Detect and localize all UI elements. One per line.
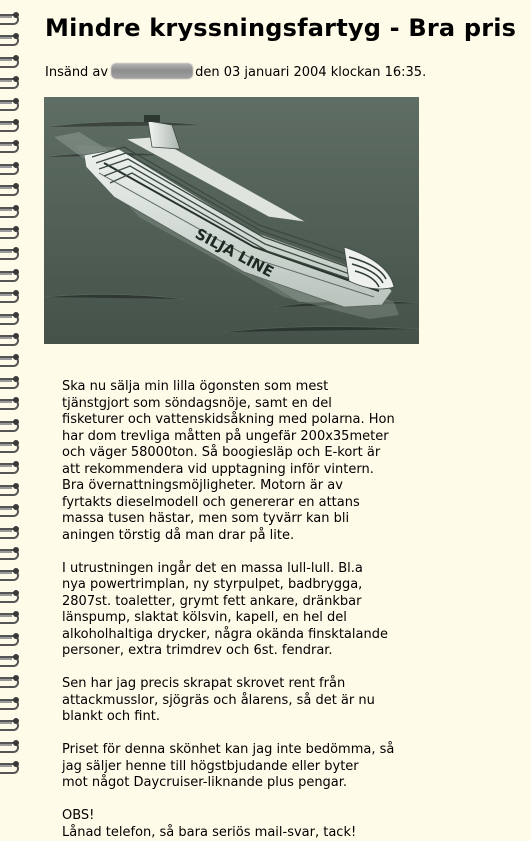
article-line: och väger 58000ton. Så boogiesläp och E-kort är [62,445,381,460]
redacted-author [111,63,193,79]
spiral-ring [0,418,22,430]
article-line: aningen törstig då man drar på lite. [62,527,295,543]
article-line: att rekommendera vid upptagning inför vintern. [62,461,374,477]
spiral-ring [0,332,22,344]
article-paragraph [62,379,402,544]
article-line: Sen har jag precis skrapat skrovet rent från [62,676,346,691]
article-line: jag säljer henne till högstbjudande eller byter [62,758,359,774]
spiral-ring [0,674,22,686]
article-line: alkoholhaltiga drycker, några okända finsktalande [62,626,388,642]
spiral-ring [0,375,22,387]
spiral-ring [0,289,22,301]
article-line: mot något Daycruiser-liknande plus pengar. [62,775,348,790]
spiral-ring [0,482,22,494]
spiral-ring [0,760,22,772]
article-line: länspump, slaktat kölsvin, kapell, en hel del [62,610,347,625]
spiral-ring [0,632,22,644]
article-line: Priset för denna skönhet kan jag inte bedömma, så [62,742,395,757]
article-paragraph [62,561,402,660]
spiral-ring [0,225,22,237]
page-title: Mindre kryssningsfartyg - Bra pris [45,14,517,42]
meta-prefix: Insänd av [45,65,109,80]
spiral-ring [0,653,22,665]
spiral-ring [0,246,22,258]
spiral-ring [0,161,22,173]
article-line: nya powertrimplan, ny styrpulpet, badbrygga, [62,577,363,592]
article-line: tjänstgjort som söndagsnöje, samt en del [62,395,332,411]
spiral-ring [0,696,22,708]
article-line: Bra övernattningsmöjligheter. Motorn är av [62,478,343,493]
post-meta [45,63,426,80]
spiral-ring [0,503,22,515]
spiral-ring [0,610,22,622]
spiral-ring [0,97,22,109]
article-line: I utrustningen ingår det en massa lull-lull. Bl.a [62,560,363,576]
article-line: massa tusen hästar, men som tyvärr kan bli [62,511,350,526]
article-line: blankt och fint. [62,709,160,724]
spiral-ring [0,311,22,323]
spiral-ring [0,546,22,558]
article-line: har dom trevliga måtten på ungefär 200x35meter [62,428,389,444]
spiral-binding [0,0,24,786]
article-line: personer, extra trimdrev och 6st. fendrar. [62,643,333,658]
spiral-ring [0,717,22,729]
article-paragraph [62,742,402,792]
ship-hull-lettering: SILJA LINE [192,224,277,282]
spiral-ring [0,567,22,579]
ship-photo [44,97,419,344]
article-line: Ska nu sälja min lilla ögonsten som mest [62,379,329,394]
spiral-ring [0,139,22,151]
article-line: fyrtakts dieselmodell och genererar en attans [62,494,360,510]
spiral-ring [0,739,22,751]
spiral-ring [0,75,22,87]
spiral-ring [0,460,22,472]
spiral-ring [0,204,22,216]
spiral-ring [0,525,22,537]
article-body [62,379,402,841]
article-paragraph [62,808,402,841]
spiral-ring [0,11,22,23]
article-line: attackmusslor, sjögräs och ålarens, så det är nu [62,692,375,708]
spiral-ring [0,118,22,130]
meta-suffix: den 03 januari 2004 klockan 16:35. [195,65,427,80]
spiral-ring [0,268,22,280]
spiral-ring [0,353,22,365]
spiral-ring [0,589,22,601]
spiral-ring [0,54,22,66]
spiral-ring [0,182,22,194]
article-line: fisketurer och vattenskidsåkning med polarna. Hon [62,412,395,427]
article-line: OBS! [62,808,95,823]
article-paragraph [62,676,402,726]
spiral-ring [0,439,22,451]
spiral-ring [0,396,22,408]
spiral-ring [0,32,22,44]
article-line: 2807st. toaletter, grymt fett ankare, dränkbar [62,593,362,609]
article-line: Lånad telefon, så bara seriös mail-svar, tack! [62,824,357,840]
